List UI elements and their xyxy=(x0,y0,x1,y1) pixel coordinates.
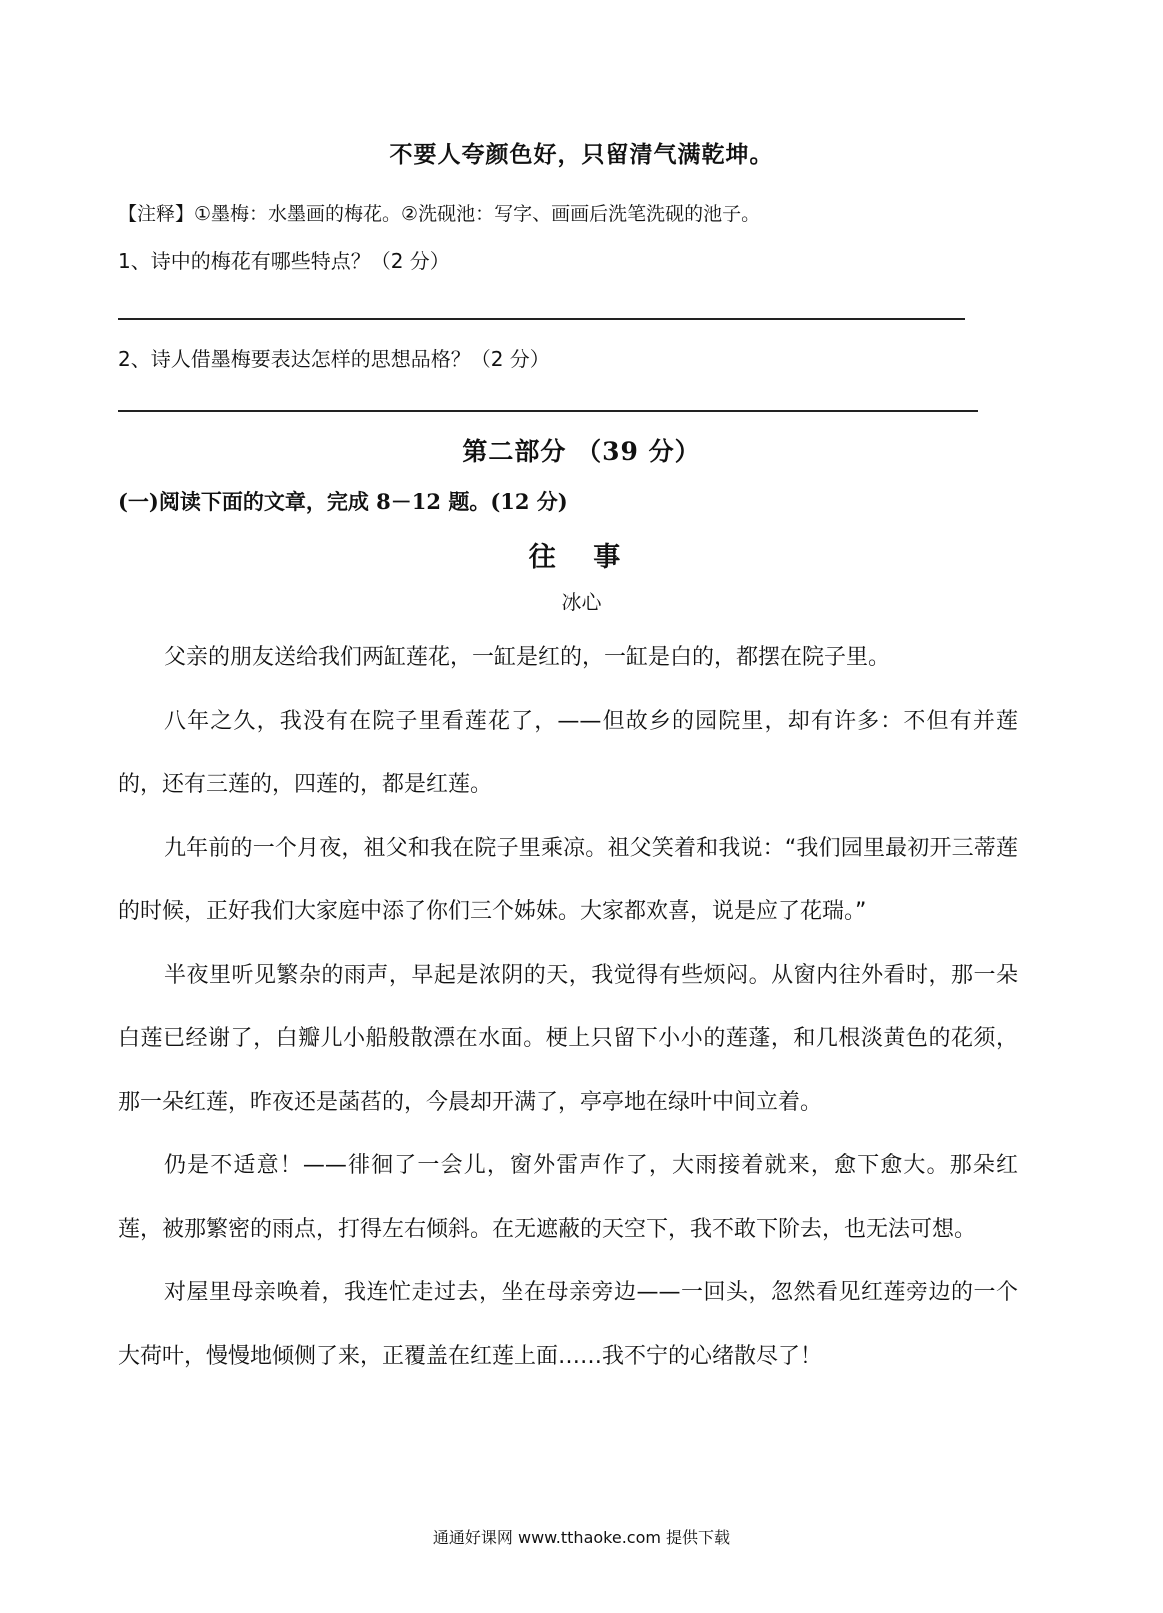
article-paragraph: 九年前的一个月夜，祖父和我在院子里乘凉。祖父笑着和我说：“我们园里最初开三蒂莲的时候，正好我们大家庭中添了你们三个姊妹。大家都欢喜，说是应了花瑞。” xyxy=(118,835,1018,924)
question-1: 1、诗中的梅花有哪些特点？（2 分） xyxy=(118,249,450,273)
poem-last-line: 不要人夸颜色好，只留清气满乾坤。 xyxy=(389,142,774,168)
article-paragraph: 对屋里母亲唤着，我连忙走过去，坐在母亲旁边——一回头，忽然看见红莲旁边的一个大荷叶，慢慢地倾侧了来，正覆盖在红莲上面……我不宁的心绪散尽了！ xyxy=(118,1280,1018,1369)
article-body xyxy=(118,626,1018,1388)
article-paragraph: 八年之久，我没有在院子里看莲花了，——但故乡的园院里，却有许多：不但有并莲的，还有三莲的，四莲的，都是红莲。 xyxy=(118,708,1018,797)
question-2: 2、诗人借墨梅要表达怎样的思想品格？（2 分） xyxy=(118,347,550,371)
article-paragraph: 仍是不适意！——徘徊了一会儿，窗外雷声作了，大雨接着就来，愈下愈大。那朵红莲，被那繁密的雨点，打得左右倾斜。在无遮蔽的天空下，我不敢下阶去，也无法可想。 xyxy=(118,1153,1018,1242)
page-footer: 通通好课网 www.tthaoke.com 提供下载 xyxy=(432,1528,731,1547)
article-paragraph: 半夜里听见繁杂的雨声，早起是浓阴的天，我觉得有些烦闷。从窗内往外看时，那一朵白莲已经谢了，白瓣儿小船般散漂在水面。梗上只留下小小的莲蓬，和几根淡黄色的花须，那一朵红莲，昨夜还是菡萏的，今晨却开满了，亭亭地在绿叶中间立着。 xyxy=(118,962,1018,1115)
article-paragraph: 父亲的朋友送给我们两缸莲花，一缸是红的，一缸是白的，都摆在院子里。 xyxy=(164,645,891,670)
section-title: 第二部分 （39 分） xyxy=(462,437,701,466)
article-author: 冰心 xyxy=(561,590,602,614)
annotation-notes: 【注释】①墨梅：水墨画的梅花。②洗砚池：写字、画画后洗笔洗砚的池子。 xyxy=(118,203,761,225)
answer-line-2 xyxy=(118,410,978,412)
answer-line-1 xyxy=(118,318,965,320)
reading-instruction: (一)阅读下面的文章，完成 8－12 题。(12 分) xyxy=(118,489,568,514)
article-title: 往 事 xyxy=(528,542,635,573)
